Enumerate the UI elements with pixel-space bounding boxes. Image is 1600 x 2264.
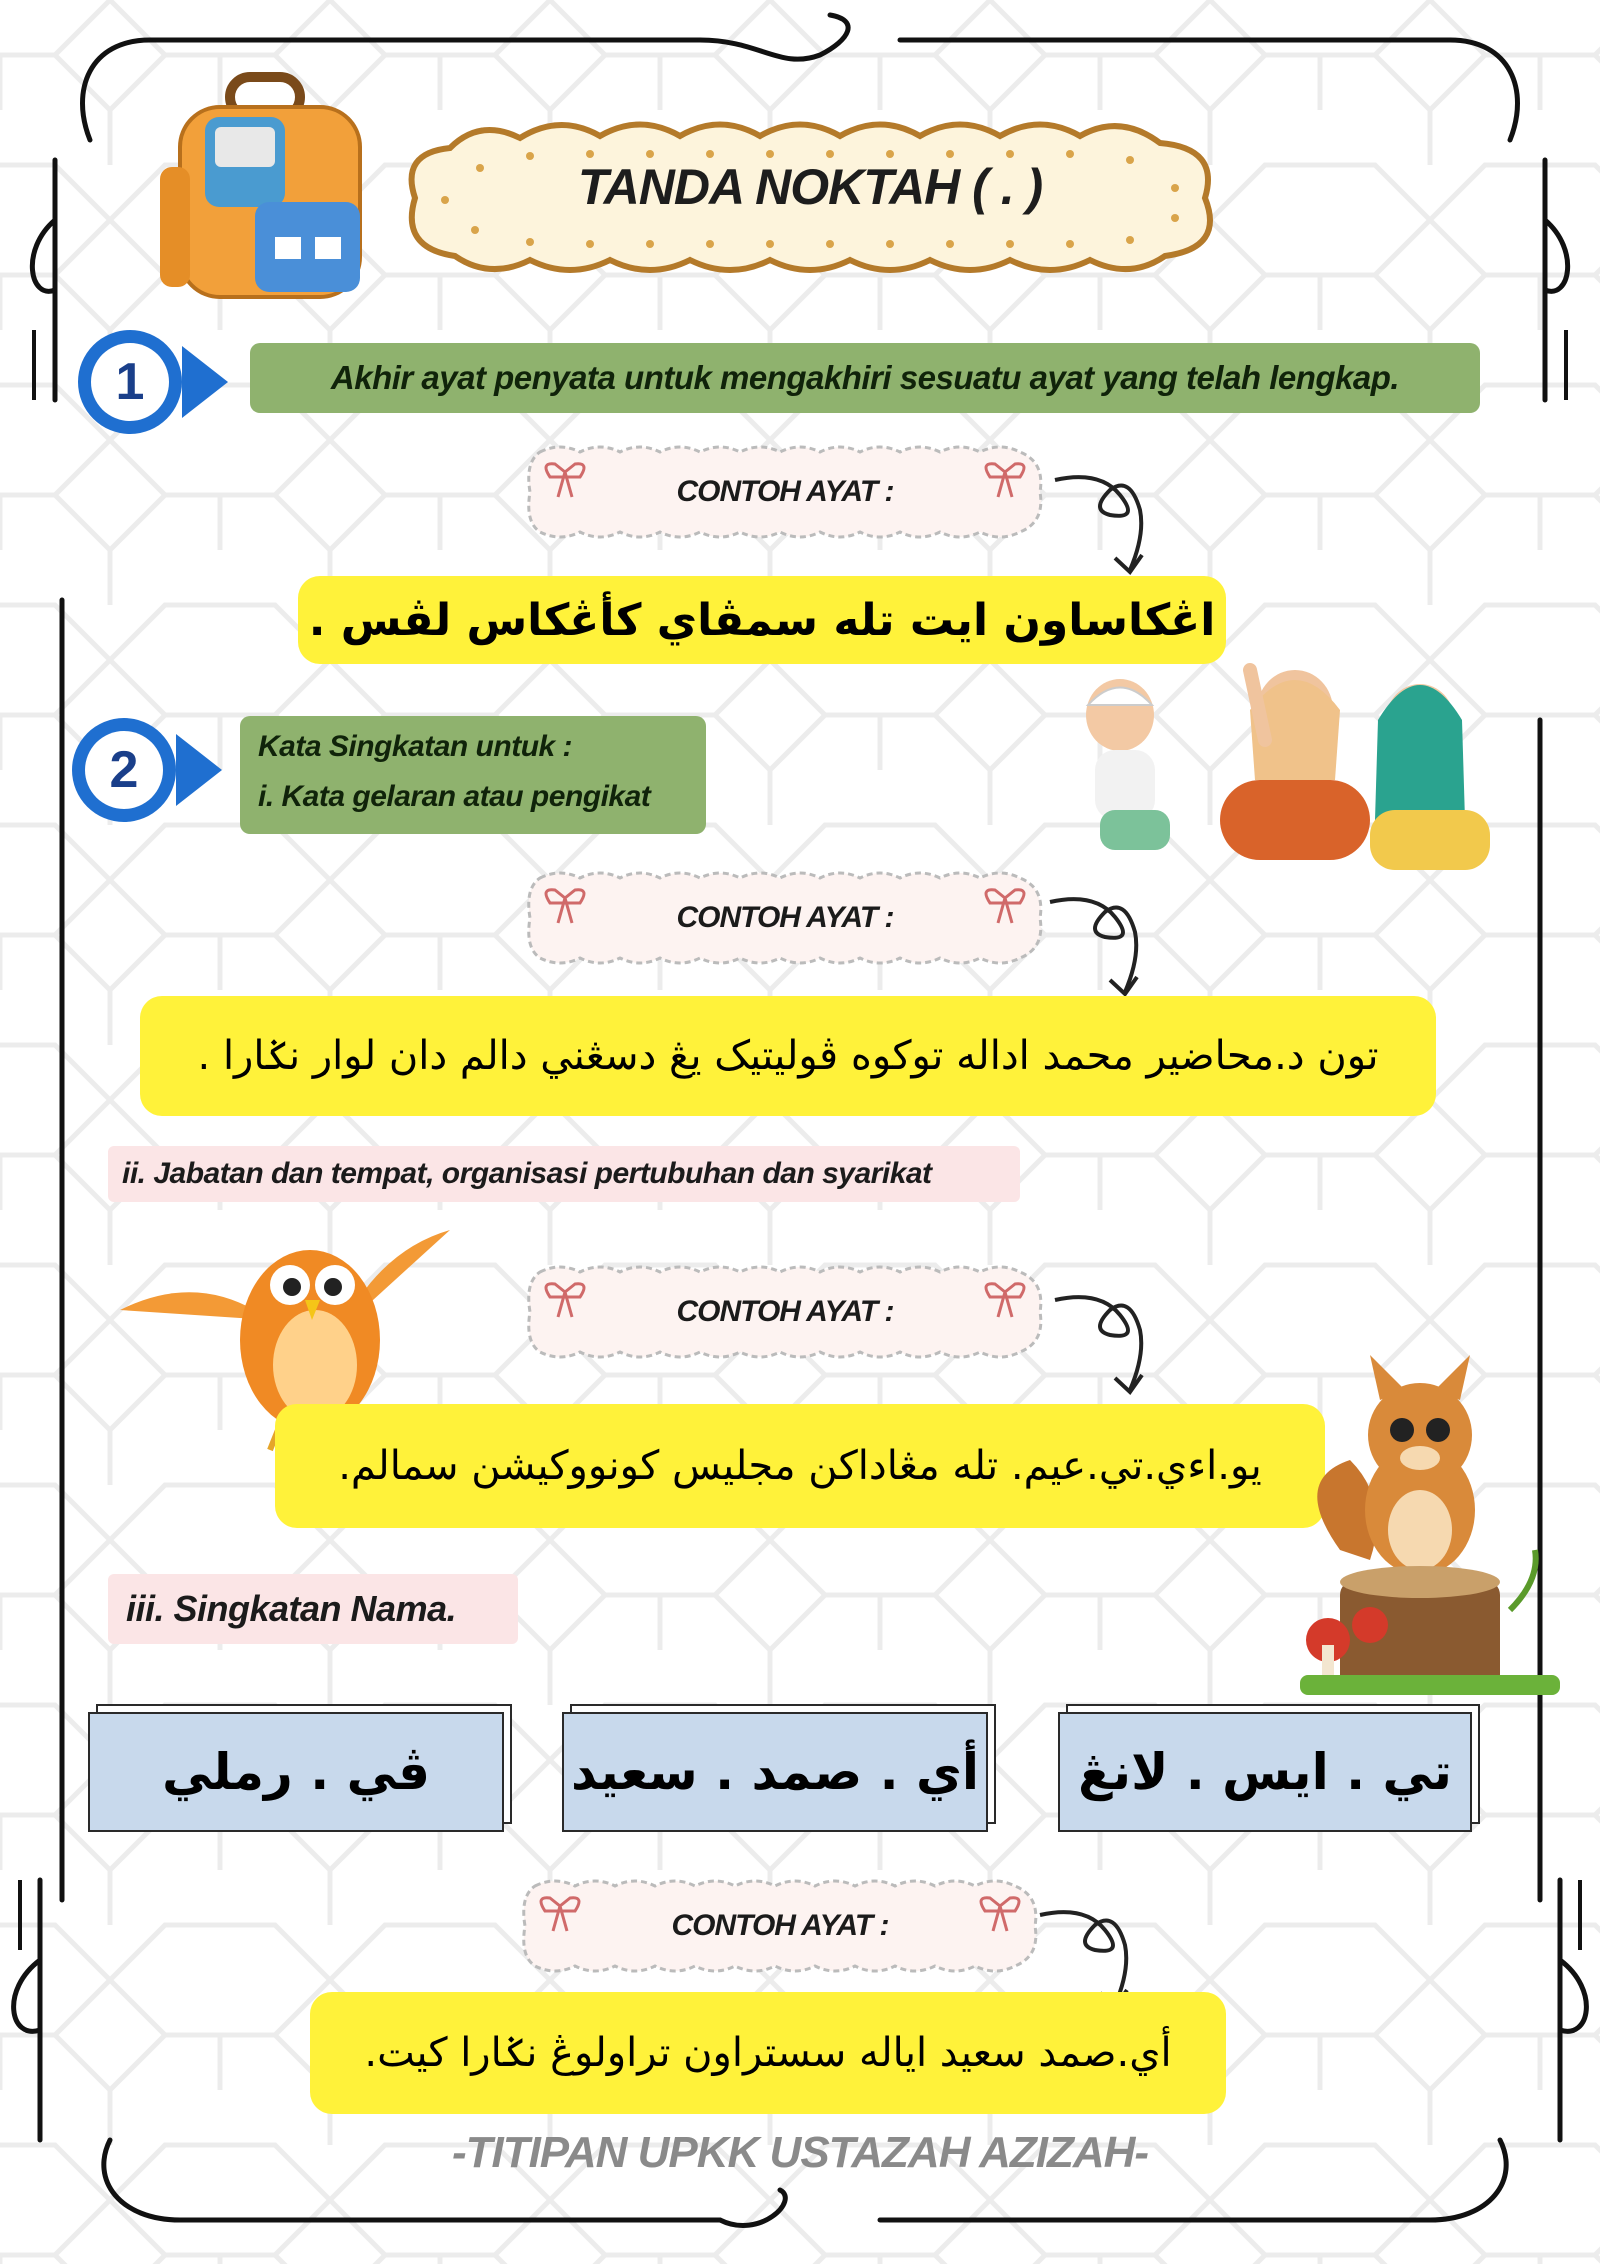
squirrel-illustration xyxy=(1300,1350,1560,1700)
contoh-ayat-banner-1 xyxy=(520,442,1050,542)
footer-credit: -TITIPAN UPKK USTAZAH AZIZAH- xyxy=(451,2128,1149,2177)
name-abbreviation-box-2: أي . صمد . سعيد xyxy=(562,1712,988,1832)
name-abbreviation-box-1: تي . ايس . لانڠ xyxy=(1058,1712,1472,1832)
section-2-marker xyxy=(72,718,242,822)
contoh-ayat-banner-3 xyxy=(520,1262,1050,1362)
pointer-icon xyxy=(182,346,228,418)
example-sentence-1: اڠكاساون ايت تله سمڤاي كأڠكاس لڤس . xyxy=(298,576,1226,664)
section-2-heading-line2: i. Kata gelaran atau pengikat xyxy=(258,780,651,813)
section-1-heading: Akhir ayat penyata untuk mengakhiri sesuatu ayat yang telah lengkap. xyxy=(250,343,1480,413)
pointer-icon xyxy=(176,734,222,806)
section-2-number: 2 xyxy=(85,731,163,809)
contoh-ayat-label: CONTOH AYAT : xyxy=(671,1909,889,1942)
contoh-ayat-label: CONTOH AYAT : xyxy=(676,475,894,508)
curly-arrow-icon xyxy=(1050,1290,1160,1400)
example-sentence-4: أي.صمد سعيد اياله سستراون تراولوڠ نݢارا كيت. xyxy=(310,1992,1226,2114)
subheading-ii: ii. Jabatan dan tempat, organisasi pertubuhan dan syarikat xyxy=(108,1146,1020,1202)
curly-arrow-icon xyxy=(1045,892,1155,1002)
name-abbreviation-box-3: ڤي . رملي xyxy=(88,1712,504,1832)
example-sentence-3: يو.اءي.تي.عيم. تله مڠاداكن مجليس كونووكيشن سمالم. xyxy=(275,1404,1325,1528)
contoh-ayat-label: CONTOH AYAT : xyxy=(676,901,894,934)
section-1-number: 1 xyxy=(91,343,169,421)
section-2-heading-line1: Kata Singkatan untuk : xyxy=(258,730,573,763)
subheading-iii: iii. Singkatan Nama. xyxy=(108,1574,518,1644)
contoh-ayat-banner-4 xyxy=(515,1876,1045,1976)
children-illustration xyxy=(1060,650,1500,880)
curly-arrow-icon xyxy=(1050,470,1160,580)
contoh-ayat-banner-2 xyxy=(520,868,1050,968)
page-title: TANDA NOKTAH ( . ) xyxy=(577,159,1043,215)
example-sentence-2: تون د.محاضير محمد اداله توكوه ڤوليتيک يڠ دسڠني دالم دان لوار نݢارا . xyxy=(140,996,1436,1116)
section-2-heading xyxy=(240,716,706,834)
contoh-ayat-label: CONTOH AYAT : xyxy=(676,1295,894,1328)
backpack-illustration xyxy=(160,72,380,312)
section-1-marker xyxy=(78,330,248,434)
